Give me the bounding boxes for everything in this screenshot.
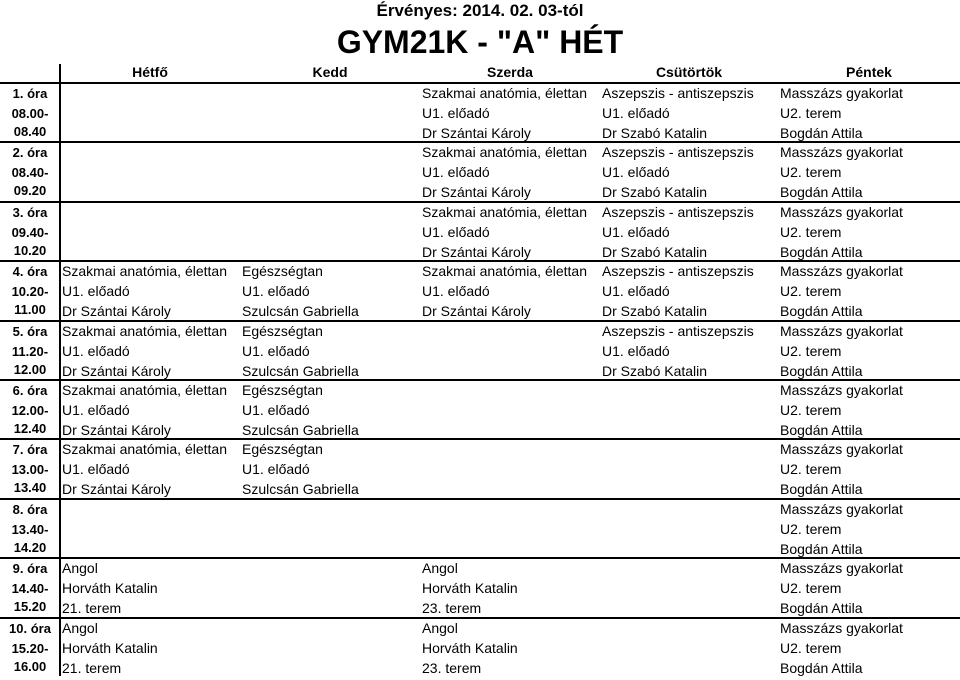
class-teacher: Dr Szántai Károly [62,303,171,320]
class-teacher: Bogdán Attila [780,481,863,498]
class-teacher: Dr Szántai Károly [422,243,531,260]
class-cell [602,83,776,143]
valid-from-text: Érvényes: 2014. 02. 03-tól [376,1,584,20]
class-subject: Masszázs gyakorlat [780,322,903,339]
class-subject: Egészségtan [242,263,323,280]
class-room: U2. terem [780,639,842,656]
class-subject: Angol [62,619,98,636]
class-room: U2. terem [780,283,842,300]
period-end: 12.00 [13,361,47,377]
class-teacher: Dr Szántai Károly [62,422,171,438]
period-start: 13.00- [11,462,49,478]
class-cell [242,439,418,499]
period-start: 14.40- [11,581,49,597]
period-label [0,438,60,497]
class-subject: Aszepszis - antiszepszis [602,263,754,280]
class-cell [602,142,776,202]
class-room: U1. előadó [602,105,670,121]
period-label [0,260,60,319]
class-teacher: Dr Szabó Katalin [602,125,708,141]
period-end: 15.20 [13,599,47,615]
period-start: 15.20- [11,640,49,656]
class-subject: Egészségtan [242,441,323,458]
class-subject: Szakmai anatómia, élettan [422,263,587,280]
class-room: U2. terem [780,520,842,537]
class-subject: Szakmai anatómia, élettan [62,441,227,458]
class-room: U1. előadó [242,461,310,478]
class-cell [422,142,598,202]
class-room: U1. előadó [242,342,310,359]
class-teacher: Dr Szántai Károly [62,362,171,379]
period-number: 8. óra [12,501,48,517]
class-subject: Masszázs gyakorlat [780,382,903,398]
class-teacher: Dr Szabó Katalin [602,184,708,201]
class-subject: Masszázs gyakorlat [780,263,903,280]
class-teacher: Bogdán Attila [780,422,863,438]
period-end: 13.40 [13,480,47,496]
class-teacher: Bogdán Attila [780,540,863,557]
period-label [0,320,60,379]
timetable [0,64,960,676]
class-teacher: 21. terem [62,600,122,617]
class-teacher: Dr Szántai Károly [422,184,531,201]
class-cell [780,202,958,262]
class-subject: Masszázs gyakorlat [780,619,903,636]
class-cell [780,439,958,499]
class-room: U1. előadó [242,402,310,418]
class-room: U1. előadó [422,164,490,181]
period-end: 10.20 [13,242,47,258]
period-number: 2. óra [12,145,48,161]
class-teacher: Bogdán Attila [780,303,863,320]
class-room: U1. előadó [602,342,670,359]
period-end: 09.20 [13,183,47,199]
class-subject: Aszepszis - antiszepszis [602,203,754,220]
class-subject: Masszázs gyakorlat [780,441,903,458]
period-start: 11.20- [11,343,49,359]
class-cell [780,380,958,440]
class-cell [62,261,238,321]
class-cell [242,380,418,440]
day-header: Péntek [846,64,892,80]
class-teacher: Bogdán Attila [780,362,863,379]
period-label [0,141,60,200]
class-subject: Masszázs gyakorlat [780,560,903,577]
class-room: U1. előadó [422,283,490,300]
period-number: 6. óra [12,383,48,398]
class-room: U1. előadó [602,164,670,181]
class-subject: Angol [422,560,458,577]
day-header: Hétfő [132,64,168,80]
day-header: Szerda [487,64,533,80]
class-cell [422,261,598,321]
class-subject: Masszázs gyakorlat [780,500,903,517]
class-subject: Aszepszis - antiszepszis [602,85,754,101]
page-title: GYM21K - "A" HÉT [336,24,624,60]
class-cell [602,261,776,321]
class-teacher: Szulcsán Gabriella [242,303,359,320]
class-room: Horváth Katalin [62,580,158,597]
period-end: 11.00 [14,302,46,318]
class-subject: Szakmai anatómia, élettan [62,322,227,339]
class-teacher: Bogdán Attila [780,600,863,617]
class-teacher: Dr Szántai Károly [62,481,171,498]
class-room: U2. terem [780,223,842,240]
class-teacher: Szulcsán Gabriella [242,422,359,438]
class-room: U1. előadó [62,342,130,359]
class-cell [62,618,238,678]
class-teacher: 21. terem [62,659,122,676]
period-label [0,498,60,557]
class-teacher: Bogdán Attila [780,184,863,201]
class-room: Horváth Katalin [422,639,518,656]
period-start: 09.40- [11,224,49,240]
class-subject: Angol [422,619,458,636]
period-number: 7. óra [12,442,48,458]
period-end: 16.00 [13,658,47,674]
class-subject: Aszepszis - antiszepszis [602,322,754,339]
class-cell [62,380,238,440]
period-end: 12.40 [13,421,47,436]
period-label [0,557,60,616]
class-room: U2. terem [780,105,842,121]
period-start: 08.00- [11,106,49,121]
class-room: U2. terem [780,461,842,478]
class-cell [242,321,418,381]
class-cell [780,142,958,202]
class-subject: Szakmai anatómia, élettan [62,263,227,280]
period-label [0,617,60,676]
class-subject: Szakmai anatómia, élettan [422,85,587,101]
class-teacher: Bogdán Attila [780,659,863,676]
class-cell [422,558,598,618]
period-label [0,82,60,141]
class-room: U2. terem [780,342,842,359]
period-label [0,201,60,260]
class-cell [780,558,958,618]
class-teacher: Szulcsán Gabriella [242,362,359,379]
class-subject: Aszepszis - antiszepszis [602,144,754,161]
class-teacher: 23. terem [422,659,482,676]
class-subject: Szakmai anatómia, élettan [62,382,227,398]
class-subject: Egészségtan [242,322,323,339]
class-cell [62,321,238,381]
period-label [0,379,60,438]
class-cell [780,499,958,559]
period-number: 5. óra [12,323,48,339]
day-header: Csütörtök [655,64,723,80]
class-cell [780,321,958,381]
class-cell [242,261,418,321]
class-teacher: Dr Szántai Károly [422,125,531,141]
class-cell [422,618,598,678]
period-start: 08.40- [11,165,49,181]
class-subject: Angol [62,560,98,577]
class-room: Horváth Katalin [422,580,518,597]
class-subject: Masszázs gyakorlat [780,144,903,161]
class-cell [602,202,776,262]
class-cell [62,439,238,499]
period-number: 9. óra [12,561,48,577]
period-number: 1. óra [12,86,48,101]
class-room: U2. terem [780,580,842,597]
class-room: U1. előadó [62,283,130,300]
class-room: U1. előadó [422,105,490,121]
class-cell [422,83,598,143]
class-room: U1. előadó [602,283,670,300]
class-cell [780,261,958,321]
period-end: 08.40 [13,124,47,139]
class-teacher: Dr Szabó Katalin [602,362,708,379]
class-cell [602,321,776,381]
class-room: U1. előadó [602,223,670,240]
class-room: U1. előadó [62,402,130,418]
period-end: 14.20 [13,539,47,555]
class-teacher: Dr Szántai Károly [422,303,531,320]
class-subject: Masszázs gyakorlat [780,203,903,220]
class-room: U1. előadó [242,283,310,300]
period-number: 3. óra [12,204,48,220]
class-subject: Masszázs gyakorlat [780,85,903,101]
class-teacher: Dr Szabó Katalin [602,243,708,260]
period-start: 10.20- [11,284,49,300]
period-start: 12.00- [11,403,49,418]
class-teacher: Szulcsán Gabriella [242,481,359,498]
class-teacher: Dr Szabó Katalin [602,303,708,320]
class-room: U1. előadó [422,223,490,240]
class-teacher: Bogdán Attila [780,243,863,260]
period-number: 4. óra [12,264,48,280]
class-room: U2. terem [780,402,842,418]
class-cell [780,83,958,143]
class-subject: Szakmai anatómia, élettan [422,144,587,161]
class-cell [422,202,598,262]
period-number: 10. óra [9,620,51,636]
class-room: U2. terem [780,164,842,181]
class-teacher: Bogdán Attila [780,125,863,141]
class-cell [780,618,958,678]
class-subject: Egészségtan [242,382,323,398]
class-cell [62,558,238,618]
class-teacher: 23. terem [422,600,482,617]
class-subject: Szakmai anatómia, élettan [422,203,587,220]
class-room: Horváth Katalin [62,639,158,656]
day-header: Kedd [312,64,348,80]
class-room: U1. előadó [62,461,130,478]
period-start: 13.40- [11,521,49,537]
